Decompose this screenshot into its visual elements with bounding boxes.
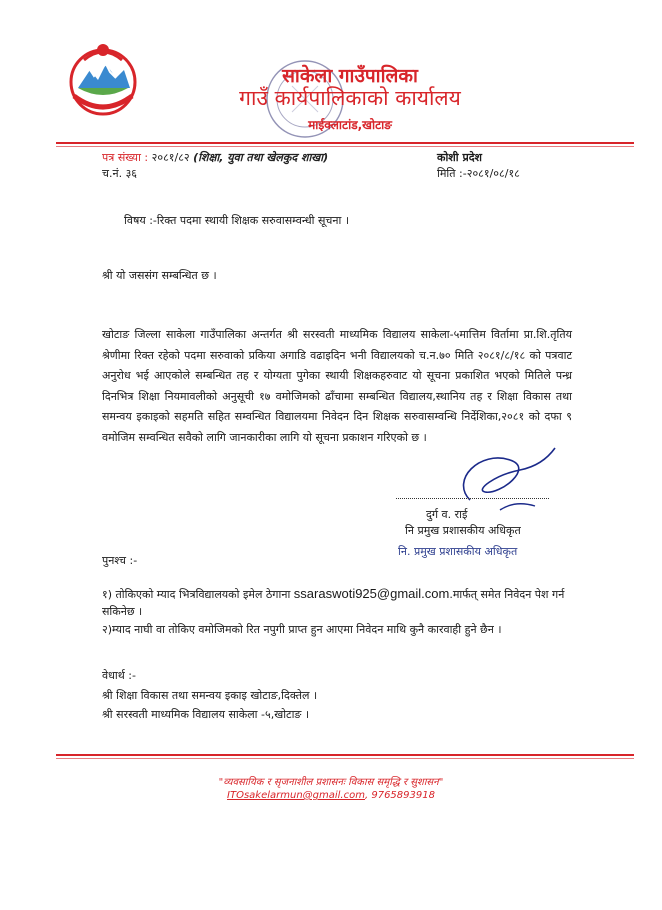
postscript-item-1 [102, 585, 572, 620]
letter-date: मिति :-२०८१/०८/१८ [437, 167, 520, 180]
ref-label: पत्र संख्या : [102, 151, 149, 164]
postscript-item-1-suffix: .मार्फत् समेत निवेदन पेश गर्न सकिनेछ । [102, 588, 565, 618]
cc-item-2: श्री सरस्वती माध्यमिक विद्यालय साकेला -५,खोटाङ । [102, 708, 310, 721]
school-email: ssaraswoti925@gmail.com [293, 586, 450, 601]
signatory-title: नि प्रमुख प्रशासकीय अधिकृत [405, 524, 521, 537]
ref-value: २०८१/८२ [151, 151, 190, 164]
ref-section: (शिक्षा, युवा तथा खेलकुद शाखा) [193, 151, 329, 164]
footer-divider [56, 754, 634, 756]
office-location: माईक्लाटांड,खोटाङ [308, 118, 392, 132]
salutation: श्री यो जससंग सम्बन्धित छ । [102, 269, 217, 282]
header-divider-thin [56, 146, 634, 147]
signatory-stamp: नि. प्रमुख प्रशासकीय अधिकृत [398, 545, 518, 558]
cc-item-1: श्री शिक्षा विकास तथा समन्वय इकाइ खोटाङ,दिक्तेल । [102, 689, 318, 702]
footer-divider-thin [56, 758, 634, 759]
nepal-emblem-logo [64, 40, 142, 118]
municipality-name: साकेला गाउँपालिका [282, 65, 418, 87]
reference-number [102, 150, 328, 165]
chalani-number: च.नं. ३६ [102, 167, 138, 180]
province: कोशी प्रदेश [437, 151, 483, 164]
signatory-name: दुर्ग व. राई [426, 508, 468, 521]
footer-phone: , 9765893918 [364, 790, 435, 801]
office-name: गाउँ कार्यपालिकाको कार्यालय [239, 86, 461, 110]
notice-body: खोटाङ जिल्ला साकेला गाउँपालिका अन्तर्गत श्री सरस्वती माध्यमिक विद्यालय साकेला-५मात्तिम विर्तामा प्रा.शि.तृतिय श्रेणीमा रिक्त रहेको पदमा सरुवाको प्रकिया अगाडि वढाइदिन भनी विद्यालयको च.न.७० मिति २०८१/८/१८ को पत्रवाट अनुरोध भई आएकोले सम्बन्धित तह र योग्यता पुगेका स्थायी शिक्षकहरुवाट यो सूचना प्रकाशित भएको मितिले पन्ध्र दिनभित्र शिक्षा नियमावलीको अनुसूची १७ वमोजिमको ढाँचामा सम्बन्धित विद्यालय,स्थानिय तह र शिक्षा विकास तथा समन्वय इकाइको सहमति सहित सम्वन्धित विद्यालयमा निवेदन दिन शिक्षक सरुवासम्वन्धि निर्देशिका,२०८१ को दफा ९ वमोजिम सम्वन्धित सवैको लागि जानकारीका लागि यो सूचना प्रकाशन गरिएको छ । [102, 328, 572, 444]
postscript-item-1-prefix: १) तोकिएको म्याद भित्रविद्यालयको इमेल ठेगाना [102, 588, 291, 601]
cc-label: वेधार्थ :- [102, 669, 136, 682]
footer-email[interactable]: ITOsakelarmun@gmail.com [227, 790, 365, 801]
subject-line: विषय :-रिक्त पदमा स्थायी शिक्षक सरुवासम्वन्धी सूचना । [124, 214, 350, 227]
postscript-item-2: २)म्याद नाघी वा तोकिए वमोजिमको रित नपुगी प्राप्त हुन आएमा निवेदन माथि कुनै कारवाही हुने छैन । [102, 623, 502, 636]
footer-slogan: "व्यवसायिक र सृजनाशील प्रशासनः विकास समृद्धि र सुशासन" [218, 777, 444, 788]
header-divider [56, 142, 634, 144]
footer-contact [150, 790, 512, 801]
postscript-label: पुनश्च :- [102, 554, 138, 567]
signature-line [396, 498, 549, 499]
